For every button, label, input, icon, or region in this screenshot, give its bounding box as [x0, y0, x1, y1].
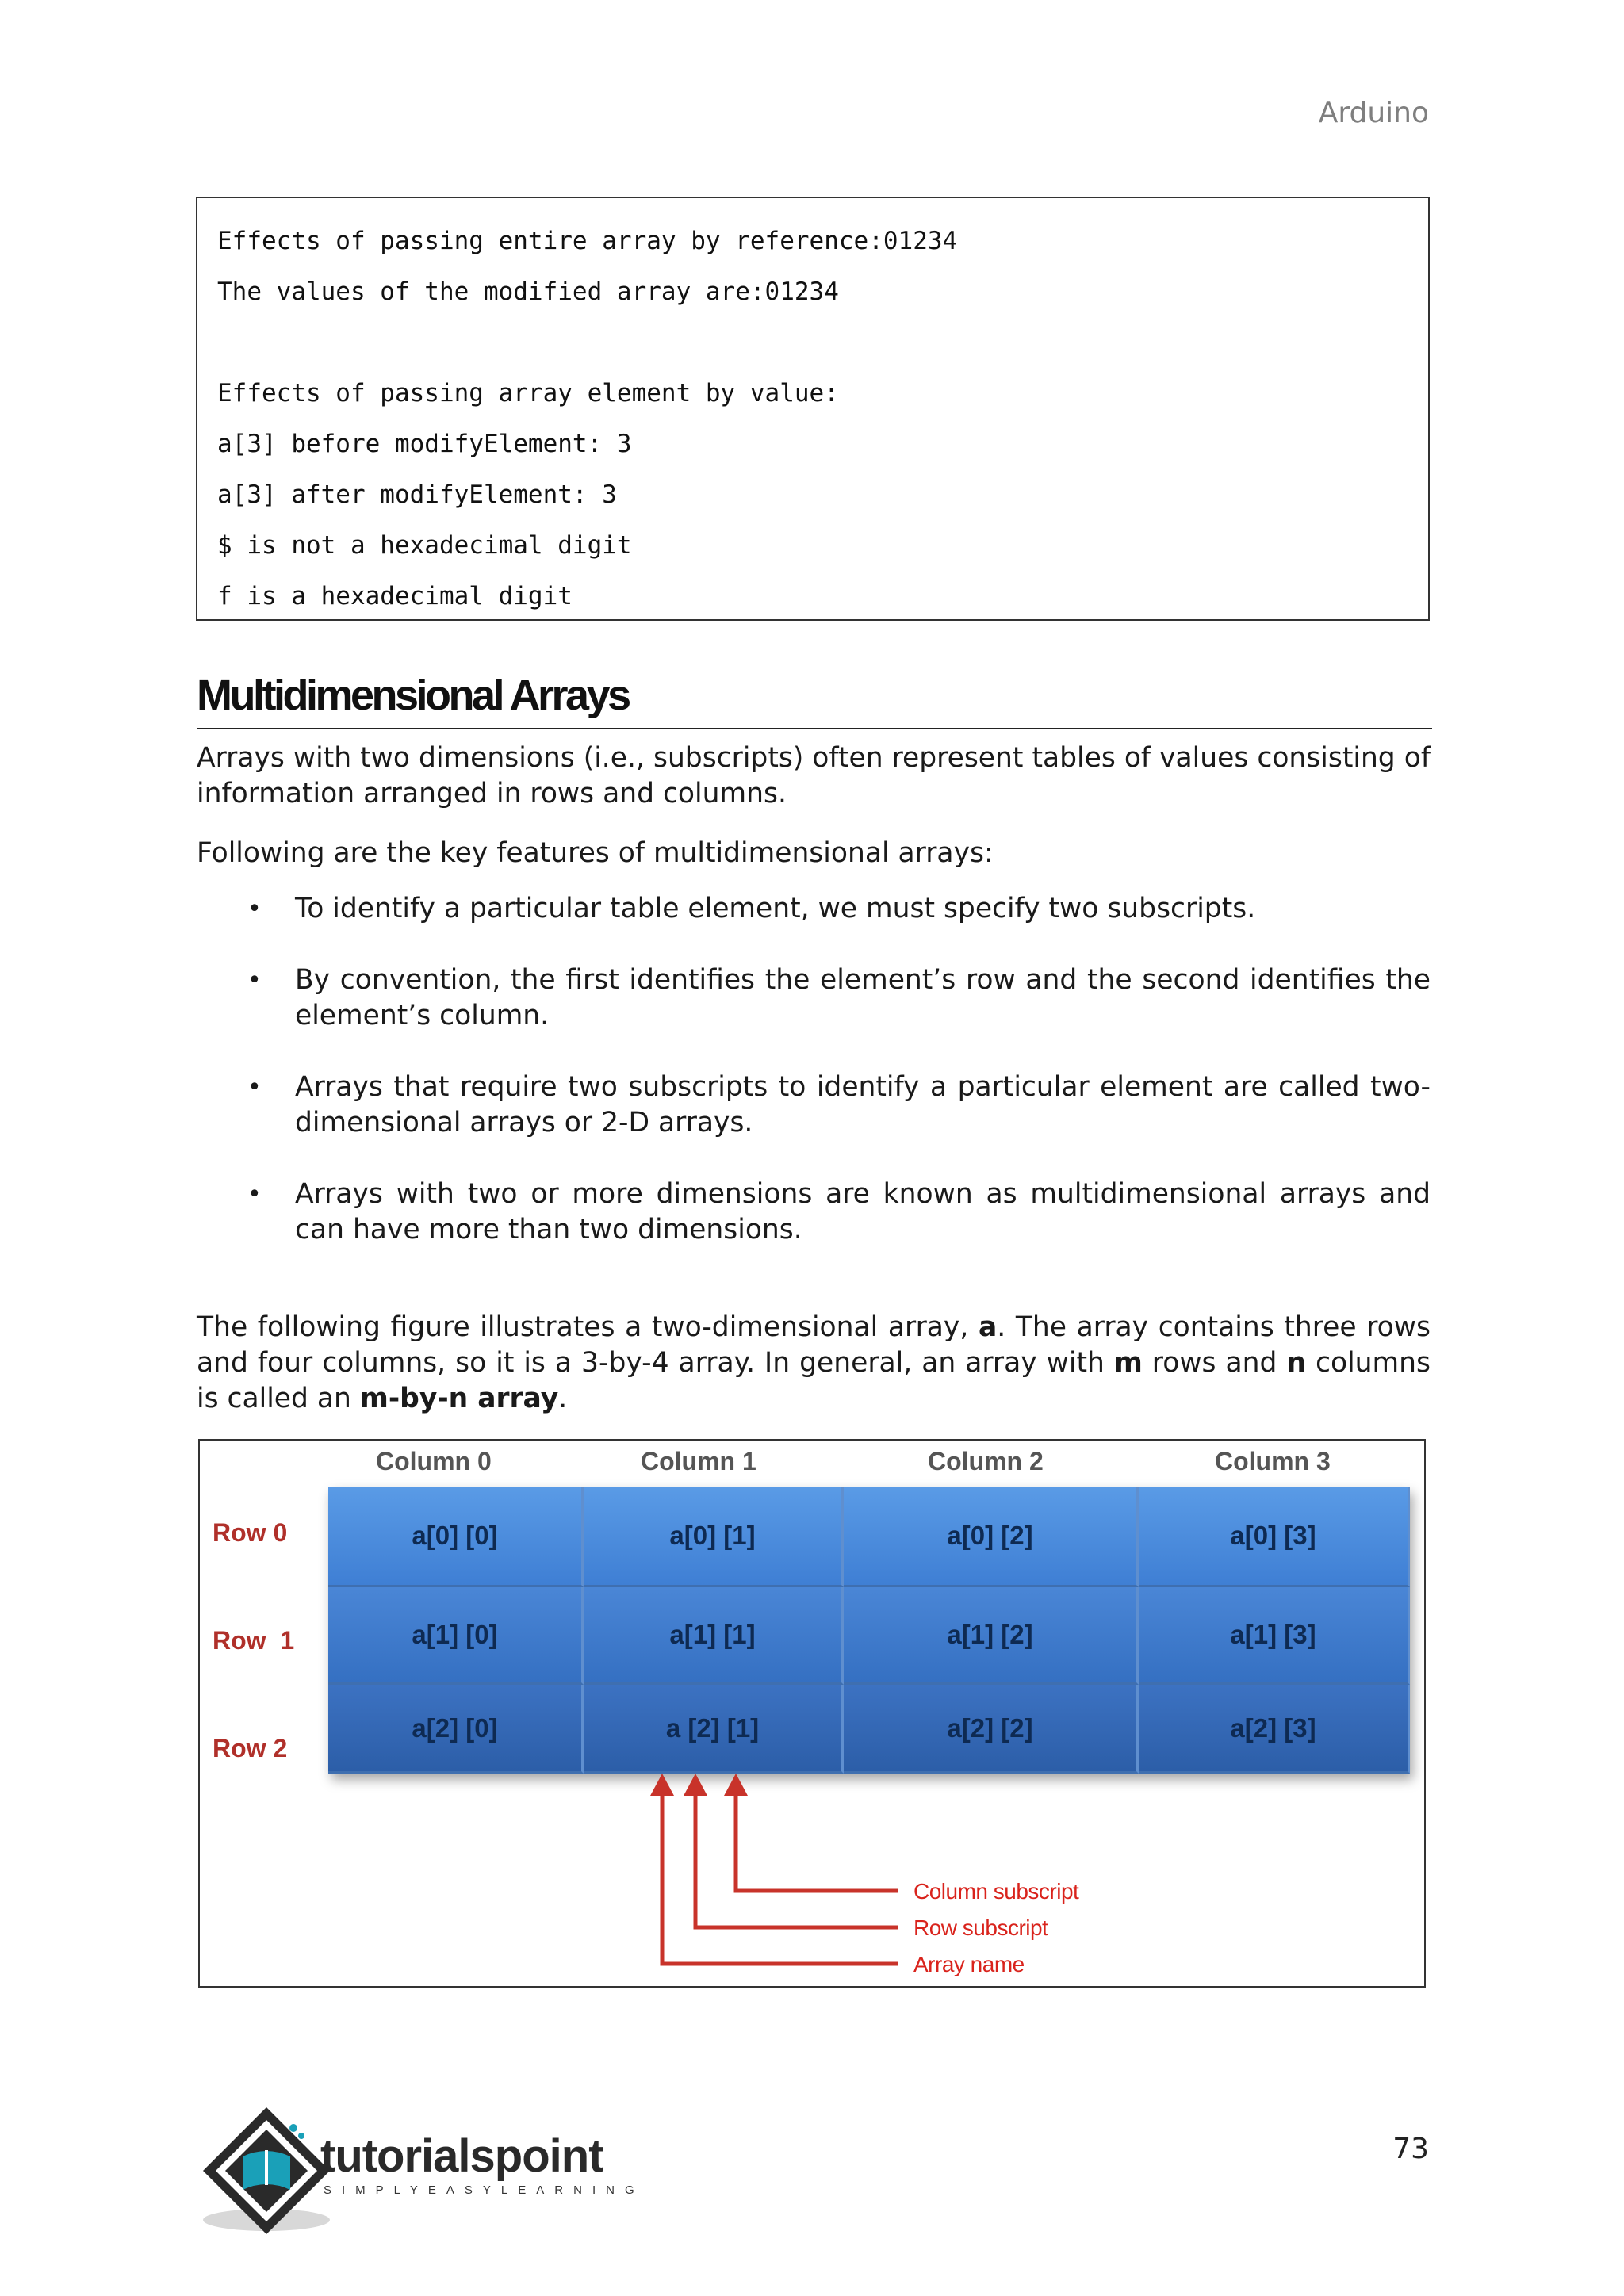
- output-box: [196, 197, 1430, 621]
- figure-intro-text: . The array contains three rows and four columns, so it is a 3-by-4 array. In general, an array with: [197, 1311, 1431, 1379]
- array-cell: a[1] [0]: [328, 1587, 584, 1685]
- output-line: a[3] after modifyElement: 3: [217, 480, 617, 509]
- figure-intro-text: rows and: [1142, 1347, 1287, 1379]
- intro-paragraph: Arrays with two dimensions (i.e., subscripts) often represent tables of values consisting of information arranged in rows and columns.: [197, 742, 1431, 809]
- output-line: f is a hexadecimal digit: [217, 582, 573, 610]
- list-item: [197, 1177, 1431, 1248]
- row-label: Row 1: [213, 1626, 295, 1655]
- column-subscript-annotation: Column subscript: [914, 1879, 1079, 1904]
- arrowhead-icon: [684, 1774, 707, 1796]
- list-item: [197, 891, 1431, 927]
- logo-tagline: SIMPLYEASYLEARNING: [324, 2183, 645, 2197]
- array-cell: a [2] [1]: [584, 1685, 844, 1774]
- m-by-n-term: m-by-n array: [359, 1383, 559, 1414]
- page-header-label: Arduino: [1318, 97, 1429, 129]
- array-name-annotation: Array name: [914, 1952, 1025, 1976]
- row-label: Row 0: [213, 1518, 288, 1547]
- list-item: [197, 1070, 1431, 1141]
- row-subscript-annotation: Row subscript: [914, 1915, 1048, 1940]
- bullet-dot-icon: •: [247, 966, 262, 994]
- section-title: Multidimensional Arrays: [197, 664, 1432, 729]
- logo-wordmark: tutorialspoint: [320, 2130, 603, 2182]
- output-line: The values of the modified array are:01234: [217, 277, 839, 306]
- arrowhead-icon: [650, 1774, 674, 1796]
- figure-intro-paragraph: [197, 1310, 1431, 1417]
- array-cell: a[2] [0]: [328, 1685, 584, 1774]
- list-item-text: Arrays that require two subscripts to identify a particular element are called two-dimensional arrays or 2-D arrays.: [295, 1071, 1431, 1138]
- array-cell: a[2] [2]: [844, 1685, 1139, 1774]
- column-header: Column 0: [376, 1447, 492, 1475]
- column-header: Column 2: [928, 1447, 1044, 1475]
- list-item: [197, 962, 1431, 1034]
- arrowhead-icon: [724, 1774, 748, 1796]
- list-item-text: By convention, the first identifies the element’s row and the second identifies the element’s column.: [295, 964, 1431, 1031]
- features-list: [197, 891, 1431, 1284]
- figure-intro-text: columns is called an: [197, 1347, 1431, 1414]
- array-cell: a[0] [1]: [584, 1487, 844, 1587]
- array-cell: a[2] [3]: [1139, 1685, 1410, 1774]
- bullet-dot-icon: •: [247, 895, 262, 923]
- output-line: Effects of passing array element by value:: [217, 379, 839, 408]
- list-item-text: Arrays with two or more dimensions are known as multidimensional arrays and can have more than two dimensions.: [295, 1178, 1431, 1246]
- array-cell: a[1] [1]: [584, 1587, 844, 1685]
- column-header: Column 3: [1215, 1447, 1331, 1475]
- output-line: a[3] before modifyElement: 3: [217, 430, 632, 458]
- array-name-term: a: [978, 1311, 998, 1343]
- array-cell: a[0] [0]: [328, 1487, 584, 1587]
- m-term: m: [1113, 1347, 1143, 1379]
- array-cell: a[1] [2]: [844, 1587, 1139, 1685]
- array-cell: a[1] [3]: [1139, 1587, 1410, 1685]
- figure-intro-text: .: [558, 1383, 568, 1414]
- output-line: $ is not a hexadecimal digit: [217, 531, 632, 560]
- bullet-dot-icon: •: [247, 1073, 262, 1101]
- row-subscript-arrow: [695, 1780, 898, 1927]
- tutorialspoint-logo: [195, 2101, 645, 2236]
- array-name-arrow: [662, 1780, 898, 1964]
- subscript-arrows: [200, 1441, 1426, 1988]
- array-cell: a[0] [3]: [1139, 1487, 1410, 1587]
- figure-intro-text: The following figure illustrates a two-dimensional array,: [197, 1311, 979, 1343]
- n-term: n: [1286, 1347, 1307, 1379]
- row-label: Row 2: [213, 1734, 288, 1762]
- output-line: [217, 317, 1428, 368]
- column-subscript-arrow: [736, 1780, 898, 1891]
- page-number: 73: [1392, 2133, 1429, 2165]
- list-item-text: To identify a particular table element, we must specify two subscripts.: [295, 893, 1256, 924]
- column-header: Column 1: [641, 1447, 756, 1475]
- array-cell: a[0] [2]: [844, 1487, 1139, 1587]
- array-figure: [198, 1439, 1426, 1988]
- bullet-dot-icon: •: [247, 1181, 262, 1208]
- output-line: Effects of passing entire array by reference:01234: [217, 227, 958, 255]
- features-lead-paragraph: Following are the key features of multidimensional arrays:: [197, 837, 994, 869]
